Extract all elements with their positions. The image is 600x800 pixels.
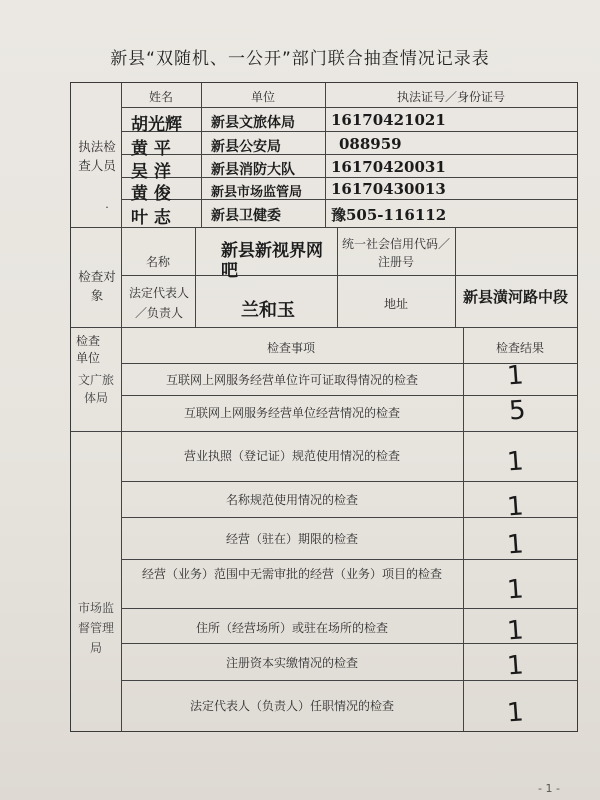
address-value: 新县潢河路中段 — [463, 288, 569, 306]
legal-rep-value: 兰和玉 — [241, 300, 295, 321]
inspection-record-table — [70, 82, 578, 732]
inspection-item: 经营（业务）范围中无需审批的经营（业务）项目的检查 — [141, 567, 442, 581]
officer-unit: 新县卫健委 — [211, 208, 281, 224]
officer-id: 088959 — [339, 135, 402, 153]
address-label: 地址 — [383, 297, 408, 311]
officer-unit: 新县市场监管局 — [211, 185, 303, 200]
inspection-result: 5 — [507, 395, 527, 427]
row-divider — [121, 131, 577, 132]
col-header-unit: 单位 — [250, 90, 275, 104]
col-header-name: 姓名 — [148, 90, 173, 104]
officer-unit: 新县公安局 — [211, 139, 281, 155]
group-unit-label: 市场监督管理局 — [77, 601, 114, 655]
officer-unit: 新县消防大队 — [211, 162, 295, 178]
row-divider — [121, 481, 577, 482]
officer-id: 16170421021 — [331, 111, 446, 129]
group-unit-label: 文广旅体局 — [77, 373, 114, 405]
inspection-item: 住所（经营场所）或驻在场所的检查 — [195, 621, 388, 635]
officers-section-label: 执法检查人员 — [78, 139, 116, 173]
target-section-label: 检查对象 — [78, 269, 116, 303]
column-divider — [195, 227, 196, 327]
inspection-result: 1 — [505, 529, 525, 561]
officer-name: 胡光辉 — [131, 115, 182, 135]
result-col-header: 检查结果 — [495, 341, 544, 355]
row-divider — [121, 107, 577, 108]
officer-id: 16170420031 — [331, 158, 446, 176]
credit-code-label: 统一社会信用代码／注册号 — [341, 237, 450, 269]
inspection-item: 注册资本实缴情况的检查 — [225, 656, 358, 670]
inspection-item: 营业执照（登记证）规范使用情况的检查 — [183, 449, 400, 463]
inspection-item: 经营（驻在）期限的检查 — [225, 532, 358, 546]
officer-id: 16170430013 — [331, 180, 446, 198]
inspection-item: 互联网上网服务经营单位经营情况的检查 — [183, 406, 400, 420]
inspection-result: 1 — [505, 574, 525, 606]
unit-col-header: 检查单位 — [75, 334, 100, 365]
legal-rep-label: 法定代表人／负责人 — [128, 286, 189, 320]
column-divider — [121, 83, 122, 731]
form-title: 新县“双随机、一公开”部门联合抽查情况记录表 — [110, 49, 490, 69]
inspection-item: 法定代表人（负责人）任职情况的检查 — [189, 699, 394, 713]
column-divider — [337, 227, 338, 327]
row-divider — [121, 154, 577, 155]
inspection-result: 1 — [505, 491, 525, 523]
officer-name: 黄 平 — [131, 139, 171, 159]
inspection-result: 1 — [505, 360, 525, 392]
row-divider — [121, 177, 577, 178]
row-divider — [121, 275, 577, 276]
section-divider — [71, 431, 577, 432]
inspection-result: 1 — [505, 697, 525, 729]
officer-name: 黄 俊 — [131, 184, 171, 204]
officer-name: 吴 洋 — [131, 162, 171, 182]
inspection-result: 1 — [505, 650, 525, 682]
target-name-value: 新县新视界网吧 — [221, 241, 323, 281]
officer-id: 豫505-116112 — [331, 206, 447, 224]
row-divider — [121, 608, 577, 609]
row-divider — [121, 199, 577, 200]
dot-mark: · — [105, 201, 109, 214]
section-divider — [71, 327, 577, 328]
col-header-id: 执法证号／身份证号 — [396, 90, 505, 104]
officer-name: 叶 志 — [131, 208, 171, 228]
inspection-result: 1 — [505, 615, 525, 647]
column-divider — [455, 227, 456, 327]
inspection-item: 名称规范使用情况的检查 — [225, 493, 358, 507]
officer-unit: 新县文旅体局 — [211, 115, 295, 131]
page-number: - 1 - — [538, 782, 560, 795]
inspection-result: 1 — [505, 446, 525, 478]
column-divider — [463, 327, 464, 731]
item-col-header: 检查事项 — [266, 341, 315, 355]
target-name-label: 名称 — [145, 255, 170, 269]
inspection-item: 互联网上网服务经营单位许可证取得情况的检查 — [165, 373, 418, 387]
